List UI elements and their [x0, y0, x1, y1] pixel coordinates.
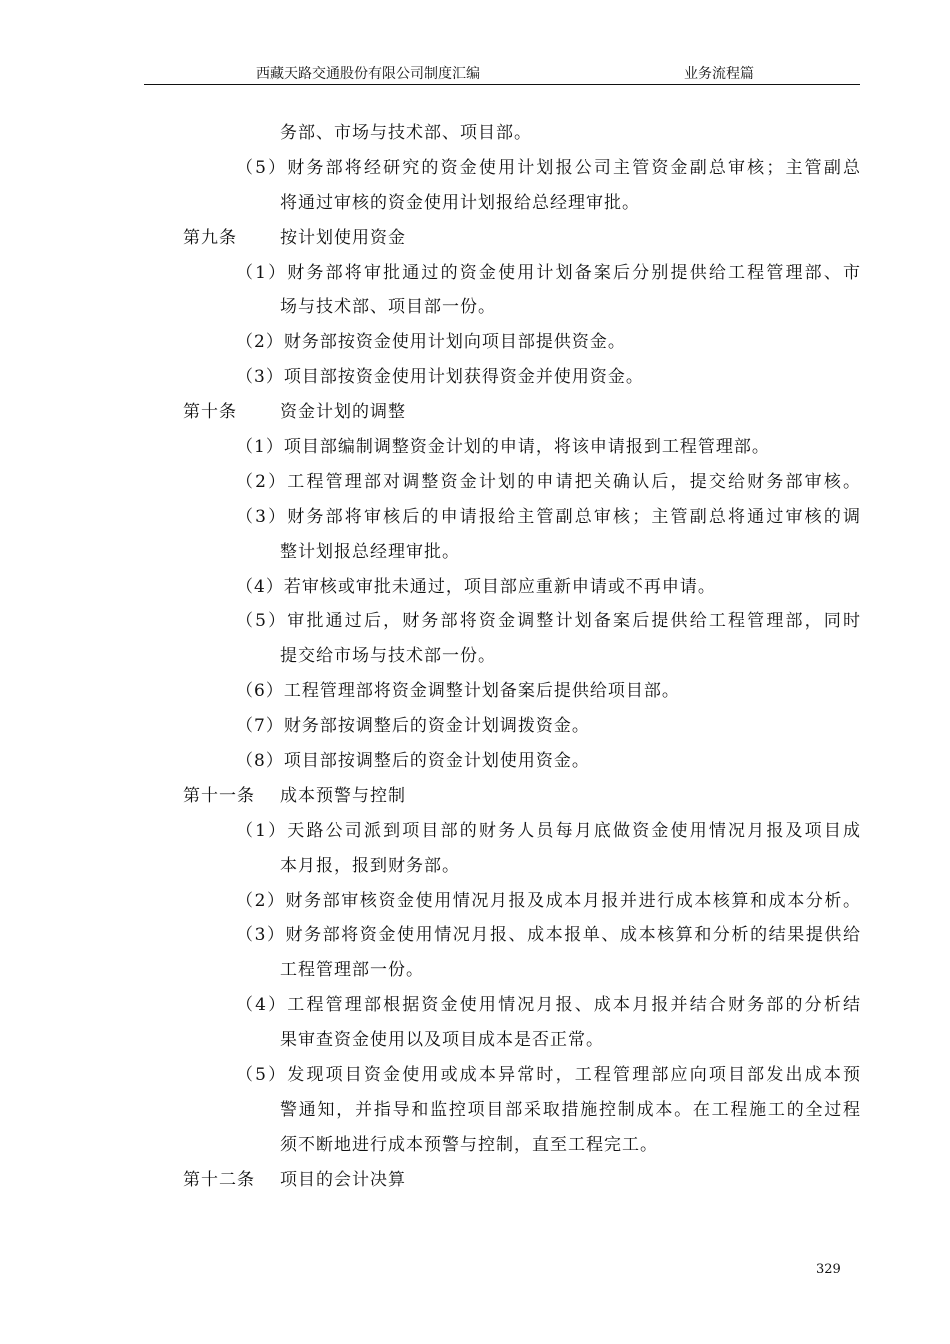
paragraph-line: [0, 465, 950, 500]
list-item-text: （2）财务部按资金使用计划向项目部提供资金。: [236, 332, 626, 353]
paragraph-line: [0, 814, 950, 849]
page-number: 329: [816, 1262, 841, 1277]
list-item-text: （4）工程管理部根据资金使用情况月报、成本月报并结合财务部的分析结: [236, 995, 861, 1016]
paragraph-line: [0, 151, 950, 186]
paragraph-line: [0, 360, 950, 395]
paragraph-line: [0, 116, 950, 151]
article-heading: [0, 221, 950, 256]
continuation-text: 工程管理部一份。: [280, 960, 424, 981]
continuation-text: 警通知，并指导和监控项目部采取措施控制成本。在工程施工的全过程: [280, 1099, 861, 1120]
paragraph-line: [0, 918, 950, 953]
paragraph-line: [0, 639, 950, 674]
article-heading: [0, 1163, 950, 1198]
paragraph-line: [0, 884, 950, 919]
header-section-title: 业务流程篇: [684, 66, 754, 82]
continuation-text: 将通过审核的资金使用计划报给总经理审批。: [280, 192, 640, 213]
list-item-text: （8）项目部按调整后的资金计划使用资金。: [236, 751, 590, 772]
article-heading: [0, 395, 950, 430]
paragraph-line: [0, 1058, 950, 1093]
continuation-text: 提交给市场与技术部一份。: [280, 646, 496, 667]
paragraph-line: [0, 256, 950, 291]
paragraph-line: [0, 744, 950, 779]
paragraph-line: [0, 325, 950, 360]
paragraph-line: [0, 430, 950, 465]
list-item-text: （1）财务部将审批通过的资金使用计划备案后分别提供给工程管理部、市: [236, 262, 861, 283]
list-item-text: （2）财务部审核资金使用情况月报及成本月报并进行成本核算和成本分析。: [236, 890, 861, 911]
list-item-text: （3）项目部按资金使用计划获得资金并使用资金。: [236, 367, 644, 388]
continuation-text: 场与技术部、项目部一份。: [280, 297, 496, 318]
continuation-text: 本月报，报到财务部。: [280, 855, 460, 876]
list-item-text: （5）审批通过后，财务部将资金调整计划备案后提供给工程管理部，同时: [236, 611, 861, 632]
article-heading: [0, 779, 950, 814]
paragraph-line: [0, 1023, 950, 1058]
article-title: 项目的会计决算: [280, 1169, 406, 1190]
article-number: 第十二条: [183, 1169, 255, 1190]
paragraph-line: [0, 849, 950, 884]
paragraph-line: [0, 953, 950, 988]
list-item-text: （7）财务部按调整后的资金计划调拨资金。: [236, 716, 590, 737]
article-title: 按计划使用资金: [280, 227, 406, 248]
list-item-text: （3）财务部将资金使用情况月报、成本报单、成本核算和分析的结果提供给: [236, 925, 861, 946]
paragraph-line: [0, 500, 950, 535]
page-header: [144, 64, 860, 85]
article-title: 成本预警与控制: [280, 785, 406, 806]
article-number: 第九条: [183, 227, 237, 248]
continuation-text: 须不断地进行成本预警与控制，直至工程完工。: [280, 1134, 658, 1155]
paragraph-line: [0, 186, 950, 221]
list-item-text: （3）财务部将审核后的申请报给主管副总审核；主管副总将通过审核的调: [236, 506, 861, 527]
paragraph-line: [0, 290, 950, 325]
header-company-title: 西藏天路交通股份有限公司制度汇编: [256, 66, 480, 82]
continuation-text: 整计划报总经理审批。: [280, 541, 460, 562]
list-item-text: （4）若审核或审批未通过，项目部应重新申请或不再申请。: [236, 576, 716, 597]
list-item-text: （1）项目部编制调整资金计划的申请，将该申请报到工程管理部。: [236, 437, 770, 458]
paragraph-line: [0, 535, 950, 570]
paragraph-line: [0, 1128, 950, 1163]
list-item-text: （5）发现项目资金使用或成本异常时，工程管理部应向项目部发出成本预: [236, 1065, 861, 1086]
list-item-text: （6）工程管理部将资金调整计划备案后提供给项目部。: [236, 681, 680, 702]
list-item-text: （1）天路公司派到项目部的财务人员每月底做资金使用情况月报及项目成: [236, 820, 861, 841]
list-item-text: （2）工程管理部对调整资金计划的申请把关确认后，提交给财务部审核。: [236, 471, 861, 492]
document-body: [0, 116, 950, 1198]
paragraph-line: [0, 604, 950, 639]
paragraph-line: [0, 1093, 950, 1128]
article-number: 第十条: [183, 402, 237, 423]
paragraph-line: [0, 674, 950, 709]
article-number: 第十一条: [183, 785, 255, 806]
list-item-text: （5）财务部将经研究的资金使用计划报公司主管资金副总审核；主管副总: [236, 157, 861, 178]
continuation-text: 果审查资金使用以及项目成本是否正常。: [280, 1030, 604, 1051]
paragraph-line: [0, 570, 950, 605]
paragraph-line: [0, 988, 950, 1023]
article-title: 资金计划的调整: [280, 402, 406, 423]
continuation-text: 务部、市场与技术部、项目部。: [280, 123, 532, 143]
paragraph-line: [0, 709, 950, 744]
